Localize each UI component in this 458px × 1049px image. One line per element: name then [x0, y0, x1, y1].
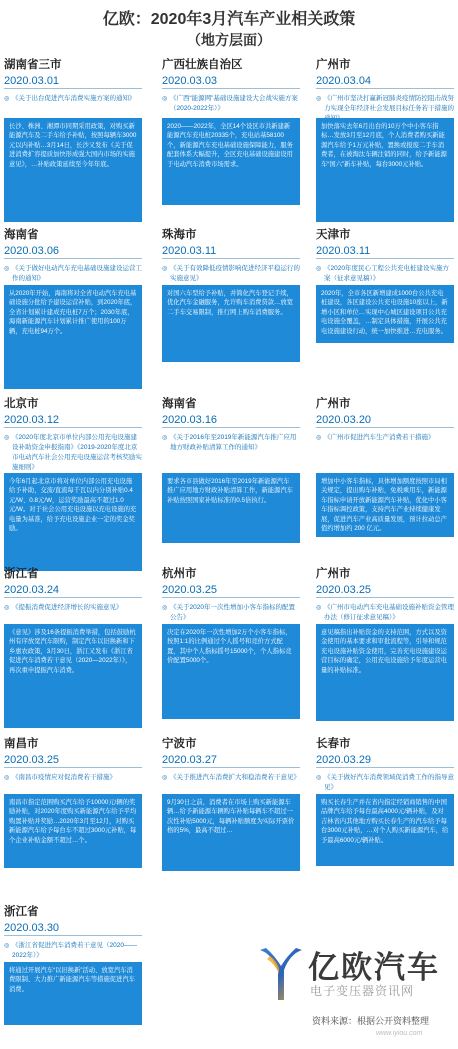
card-policy — [162, 264, 300, 284]
card-region: 长春市 — [316, 738, 351, 750]
source-note: 资料来源：根据公开资料整理 — [312, 1016, 430, 1026]
policy-card — [316, 228, 454, 335]
card-description: 意见稿指出补贴资金的支持范围，方式以及资金使用的基本要求和审批流程等，引导和规范充电设施补贴资金使用，完善充电设施建设运营目标的确定，公用充电设施给予年度运营电量的补贴标准。 — [316, 624, 454, 721]
policy-card — [316, 567, 454, 674]
card-region: 广州市 — [316, 568, 351, 580]
policy-link[interactable]: 《关于推进汽车消费扩大和稳消费若干意见》 — [170, 774, 300, 781]
card-policy — [4, 773, 142, 783]
card-region: 天津市 — [316, 229, 351, 241]
policy-link[interactable]: 《南昌市疫情应对促消费若干措施》 — [12, 774, 116, 781]
bullet-icon: ◎ — [162, 435, 168, 441]
bullet-icon: ◎ — [316, 96, 322, 102]
policy-card — [4, 737, 142, 844]
card-description: 2020——2022年，全区14个设区市共新建新能源汽车充电桩20335个，充电站基58100个，新能源汽车充电基础设施保障能力，服务配套体系大幅提升，全区充电基础设施建设用于电动汽车消费市场需求。 — [162, 118, 300, 205]
policy-card — [4, 397, 142, 533]
policy-link[interactable]: 《2020年度民心工程公共充电桩建设实施方案（征求意见稿）》 — [324, 265, 449, 282]
policy-link[interactable]: 《广州市电动汽车充电基础设施补贴资金管理办法（修订征求意见稿）》 — [324, 604, 454, 621]
policy-card — [162, 397, 300, 504]
bullet-icon: ◎ — [4, 943, 10, 949]
card-region: 杭州市 — [162, 568, 197, 580]
card-policy — [162, 603, 300, 623]
policy-link[interactable]: 《关于2016年至2019年新能源汽车推广应用地方财政补贴清算工作的通知》 — [170, 434, 297, 451]
card-description: 南昌市指定范围购买汽车给予10000元/辆的奖励补贴，对2020年度购买新能源汽车给予平均购置补贴并奖励…2020年3月至12月，对购买新能源汽车给予每台车不超过3000元补贴，每个企业补贴金额不超过…个。 — [4, 794, 142, 868]
card-policy — [4, 264, 142, 284]
bullet-icon: ◎ — [162, 96, 168, 102]
card-policy — [4, 941, 142, 961]
card-description: 要求各市县做好2016年至2019年新能源汽车推广应用地方财政补贴清算工作，新能源汽车补贴按照国家补贴标准的0.5倍执行。 — [162, 473, 300, 543]
card-date: 2020.03.03 — [162, 73, 300, 89]
card-date: 2020.03.11 — [162, 243, 300, 259]
policy-link[interactable]: 《提振消费促进经济增长的实施意见》 — [12, 604, 123, 611]
card-date: 2020.03.01 — [4, 73, 142, 89]
card-policy — [4, 94, 142, 104]
bullet-icon: ◎ — [162, 775, 168, 781]
card-date: 2020.03.25 — [162, 582, 300, 598]
policy-card — [316, 58, 454, 168]
policy-card — [4, 567, 142, 674]
card-description: 2020年，全市各区新增建成1000台公共充电桩建设，各区建设公共充电设施10座以上，新增小区和单位…实现中心城区建设项目公共充电设施全覆盖，…制定具体措施，开展公共充电设施建设行动，统一加快推进…充电服务。 — [316, 285, 454, 343]
policy-link[interactable]: 《广州市坚决打赢新冠肺炎疫情防控阻击战努力实现全年经济社会发展目标任务若干措施的 — [324, 95, 454, 112]
site-watermark: www.iyiou.com — [376, 1030, 423, 1037]
card-policy — [4, 433, 142, 473]
policy-card — [4, 905, 142, 993]
bullet-icon: ◎ — [316, 266, 322, 272]
bullet-icon: ◎ — [4, 775, 10, 781]
card-date: 2020.03.25 — [316, 582, 454, 598]
card-description: 从2020年开始，海南将对全省电动汽车充电基础设施分批给予建设运营补贴，到2020年底，全省计划累计建成充电桩7万个；2030年底，海南新能源汽车计划累计推广使用的100万辆，充电桩94万个。 — [4, 285, 142, 389]
card-description: 增加中小客车指标，具体增加额度按照市局相关规定，提出购车补贴，免税乘用车，新能源车指标申请开放新能源汽车补贴，优化中小客车指标调控政策，支持汽车产业持续健康发展，促进汽车产业高质量发展，预计拉动总产值约增加约 200 亿元。 — [316, 473, 454, 537]
logo-mark-icon — [258, 944, 304, 1004]
policy-link[interactable]: 《广州市促进汽车生产消费若干措施》 — [324, 434, 435, 441]
card-region: 宁波市 — [162, 738, 197, 750]
card-date: 2020.03.12 — [4, 412, 142, 428]
bullet-icon: ◎ — [4, 435, 10, 441]
card-region: 南昌市 — [4, 738, 39, 750]
policy-link[interactable]: 《关于2020年一次性增加小客车指标的配置公告》 — [170, 604, 295, 621]
policy-link[interactable]: 《关于做好汽车消费领域促消费工作的指导意见》 — [324, 774, 454, 791]
card-policy — [162, 94, 300, 114]
card-policy — [4, 603, 142, 613]
logo-text: 亿欧汽车 — [308, 950, 440, 985]
card-description: 对国六车型给予补贴，并简化汽车登记手续，优化汽车金融服务，允许购车消费贷款…放宽二手车交易限制，推行网上购车消费服务。 — [162, 285, 300, 362]
bullet-icon: ◎ — [162, 266, 168, 272]
card-description: 今年6月起北京市将对单位内部公用充电设施给予补助，交流/直流每千瓦以内分别补贴0.4元/W、0.8元/W，运营奖励最高不超过1.0元/W。对于社会公用充电设施以充电设施的充电量为基准，给予充电设施企业一定的奖金奖励。 — [4, 473, 142, 571]
bullet-icon: ◎ — [4, 605, 10, 611]
card-description: 将通过开展汽车“以旧换新”活动、放宽汽车消费限制、大力推广新能源汽车等措施促进汽车消费。 — [4, 962, 142, 1025]
card-description: 长沙、株洲、湘潭市同期采用政策，对购买新能源汽车及二手车给予补贴，按照每辆车3000元以内补贴…3月14日，长沙又发布《关于促进消费扩容提质加快形成强大国内市场的实施意见》，…补贴政策延续至今年年底。 — [4, 118, 142, 222]
policy-card — [162, 737, 300, 835]
page-title: 亿欧：2020年3月汽车产业相关政策 — [102, 11, 356, 28]
bullet-icon: ◎ — [4, 96, 10, 102]
bullet-icon: ◎ — [316, 605, 322, 611]
card-policy — [162, 433, 300, 453]
policy-card — [4, 58, 142, 168]
card-date: 2020.03.25 — [4, 752, 142, 768]
card-region: 海南省 — [4, 229, 39, 241]
card-region: 浙江省 — [4, 906, 39, 918]
bullet-icon: ◎ — [316, 435, 322, 441]
card-date: 2020.03.06 — [4, 243, 142, 259]
card-date: 2020.03.24 — [4, 582, 142, 598]
bullet-icon: ◎ — [162, 605, 168, 611]
card-description: 决定在2020年一次性增加2万个小客车指标，按照1:1的比例通过个人摇号和竞价方式配置，其中个人指标摇号15000个，个人指标竞价配置5000个。 — [162, 624, 300, 719]
policy-link[interactable]: 《关于有效降低疫情影响促进经济平稳运行的实施意见》 — [170, 265, 300, 282]
card-date: 2020.03.20 — [316, 412, 454, 428]
card-description: 9月30日之前，消费者在市场上购买新能源车辆…给予新能源车辆购车补贴每辆车不超过一次性补贴5000元，每辆补贴额度为实际开票价格的5%，最高不超过… — [162, 794, 300, 871]
policy-link[interactable]: 《关于出台促进汽车消费实施方案的通知》 — [12, 95, 136, 102]
card-region: 浙江省 — [4, 568, 39, 580]
card-date: 2020.03.04 — [316, 73, 454, 89]
card-description: 《意见》涉及16条提振消费举措，包括鼓励杭州有序放宽汽车限购，制定汽车以旧换新和下乡惠农政策，3月30日，浙江又发布《浙江省促进汽车消费若干意见（2020—2022年）》，再次重申提振汽车消费。 — [4, 624, 142, 728]
policy-card — [162, 58, 300, 168]
card-policy — [162, 773, 300, 783]
policy-card — [316, 737, 454, 844]
card-date: 2020.03.27 — [162, 752, 300, 768]
card-region: 湖南省三市 — [4, 59, 62, 71]
logo-subtext: 电子变压器资讯网 — [310, 984, 415, 998]
card-region: 珠海市 — [162, 229, 197, 241]
card-policy — [316, 433, 454, 443]
policy-card — [162, 228, 300, 316]
policy-card — [4, 228, 142, 335]
bullet-icon: ◎ — [316, 775, 322, 781]
card-date: 2020.03.30 — [4, 920, 142, 936]
bullet-icon: ◎ — [4, 266, 10, 272]
policy-card — [316, 397, 454, 533]
card-policy — [316, 264, 454, 284]
policy-link[interactable]: 《关于做好电动汽车充电基础设施建设运营工作的通知》 — [12, 265, 142, 282]
policy-link[interactable]: 《2020年度北京市单位内部公用充电设施建设补助资金申报指南》《2019-2020年度北京市电动汽车社会公用充电设施运营考核奖励实施细则》 — [12, 434, 142, 471]
policy-link[interactable]: 《广西“能源网”基础设施建设大会战实施方案（2020-2022年）》 — [170, 95, 298, 112]
card-region: 广州市 — [316, 398, 351, 410]
card-policy — [316, 603, 454, 623]
card-region: 广西壮族自治区 — [162, 59, 243, 71]
policy-card — [162, 567, 300, 665]
page-subtitle: （地方层面） — [187, 32, 271, 48]
card-date: 2020.03.29 — [316, 752, 454, 768]
card-date: 2020.03.11 — [316, 243, 454, 259]
card-date: 2020.03.16 — [162, 412, 300, 428]
policy-link[interactable]: 《浙江省促进汽车消费若干意见（2020——2022年）》 — [12, 942, 137, 959]
card-description: 加快落实去年6月出台的10万个中小客车指标…发放3月至12月底，个人消费者购买新能源汽车给予1万元补贴，置换或报废二手车消费者，在被淘汰车辆注销的同时，给予新能源车“国六”新车补贴，每台3000元补贴。 — [316, 118, 454, 222]
card-region: 广州市 — [316, 59, 351, 71]
card-region: 海南省 — [162, 398, 197, 410]
card-description: 购买长春生产并在省内指定经销商销售的中国品牌汽车给予每台最高4000元/辆补贴，及对吉林省内其他地方购买长春生产的汽车给予每台3000元补贴，…对个人购买新能源汽车，给予最高6000元/辆补贴。 — [316, 794, 454, 866]
card-region: 北京市 — [4, 398, 39, 410]
card-policy — [316, 773, 454, 793]
brand-logo — [258, 942, 454, 1016]
